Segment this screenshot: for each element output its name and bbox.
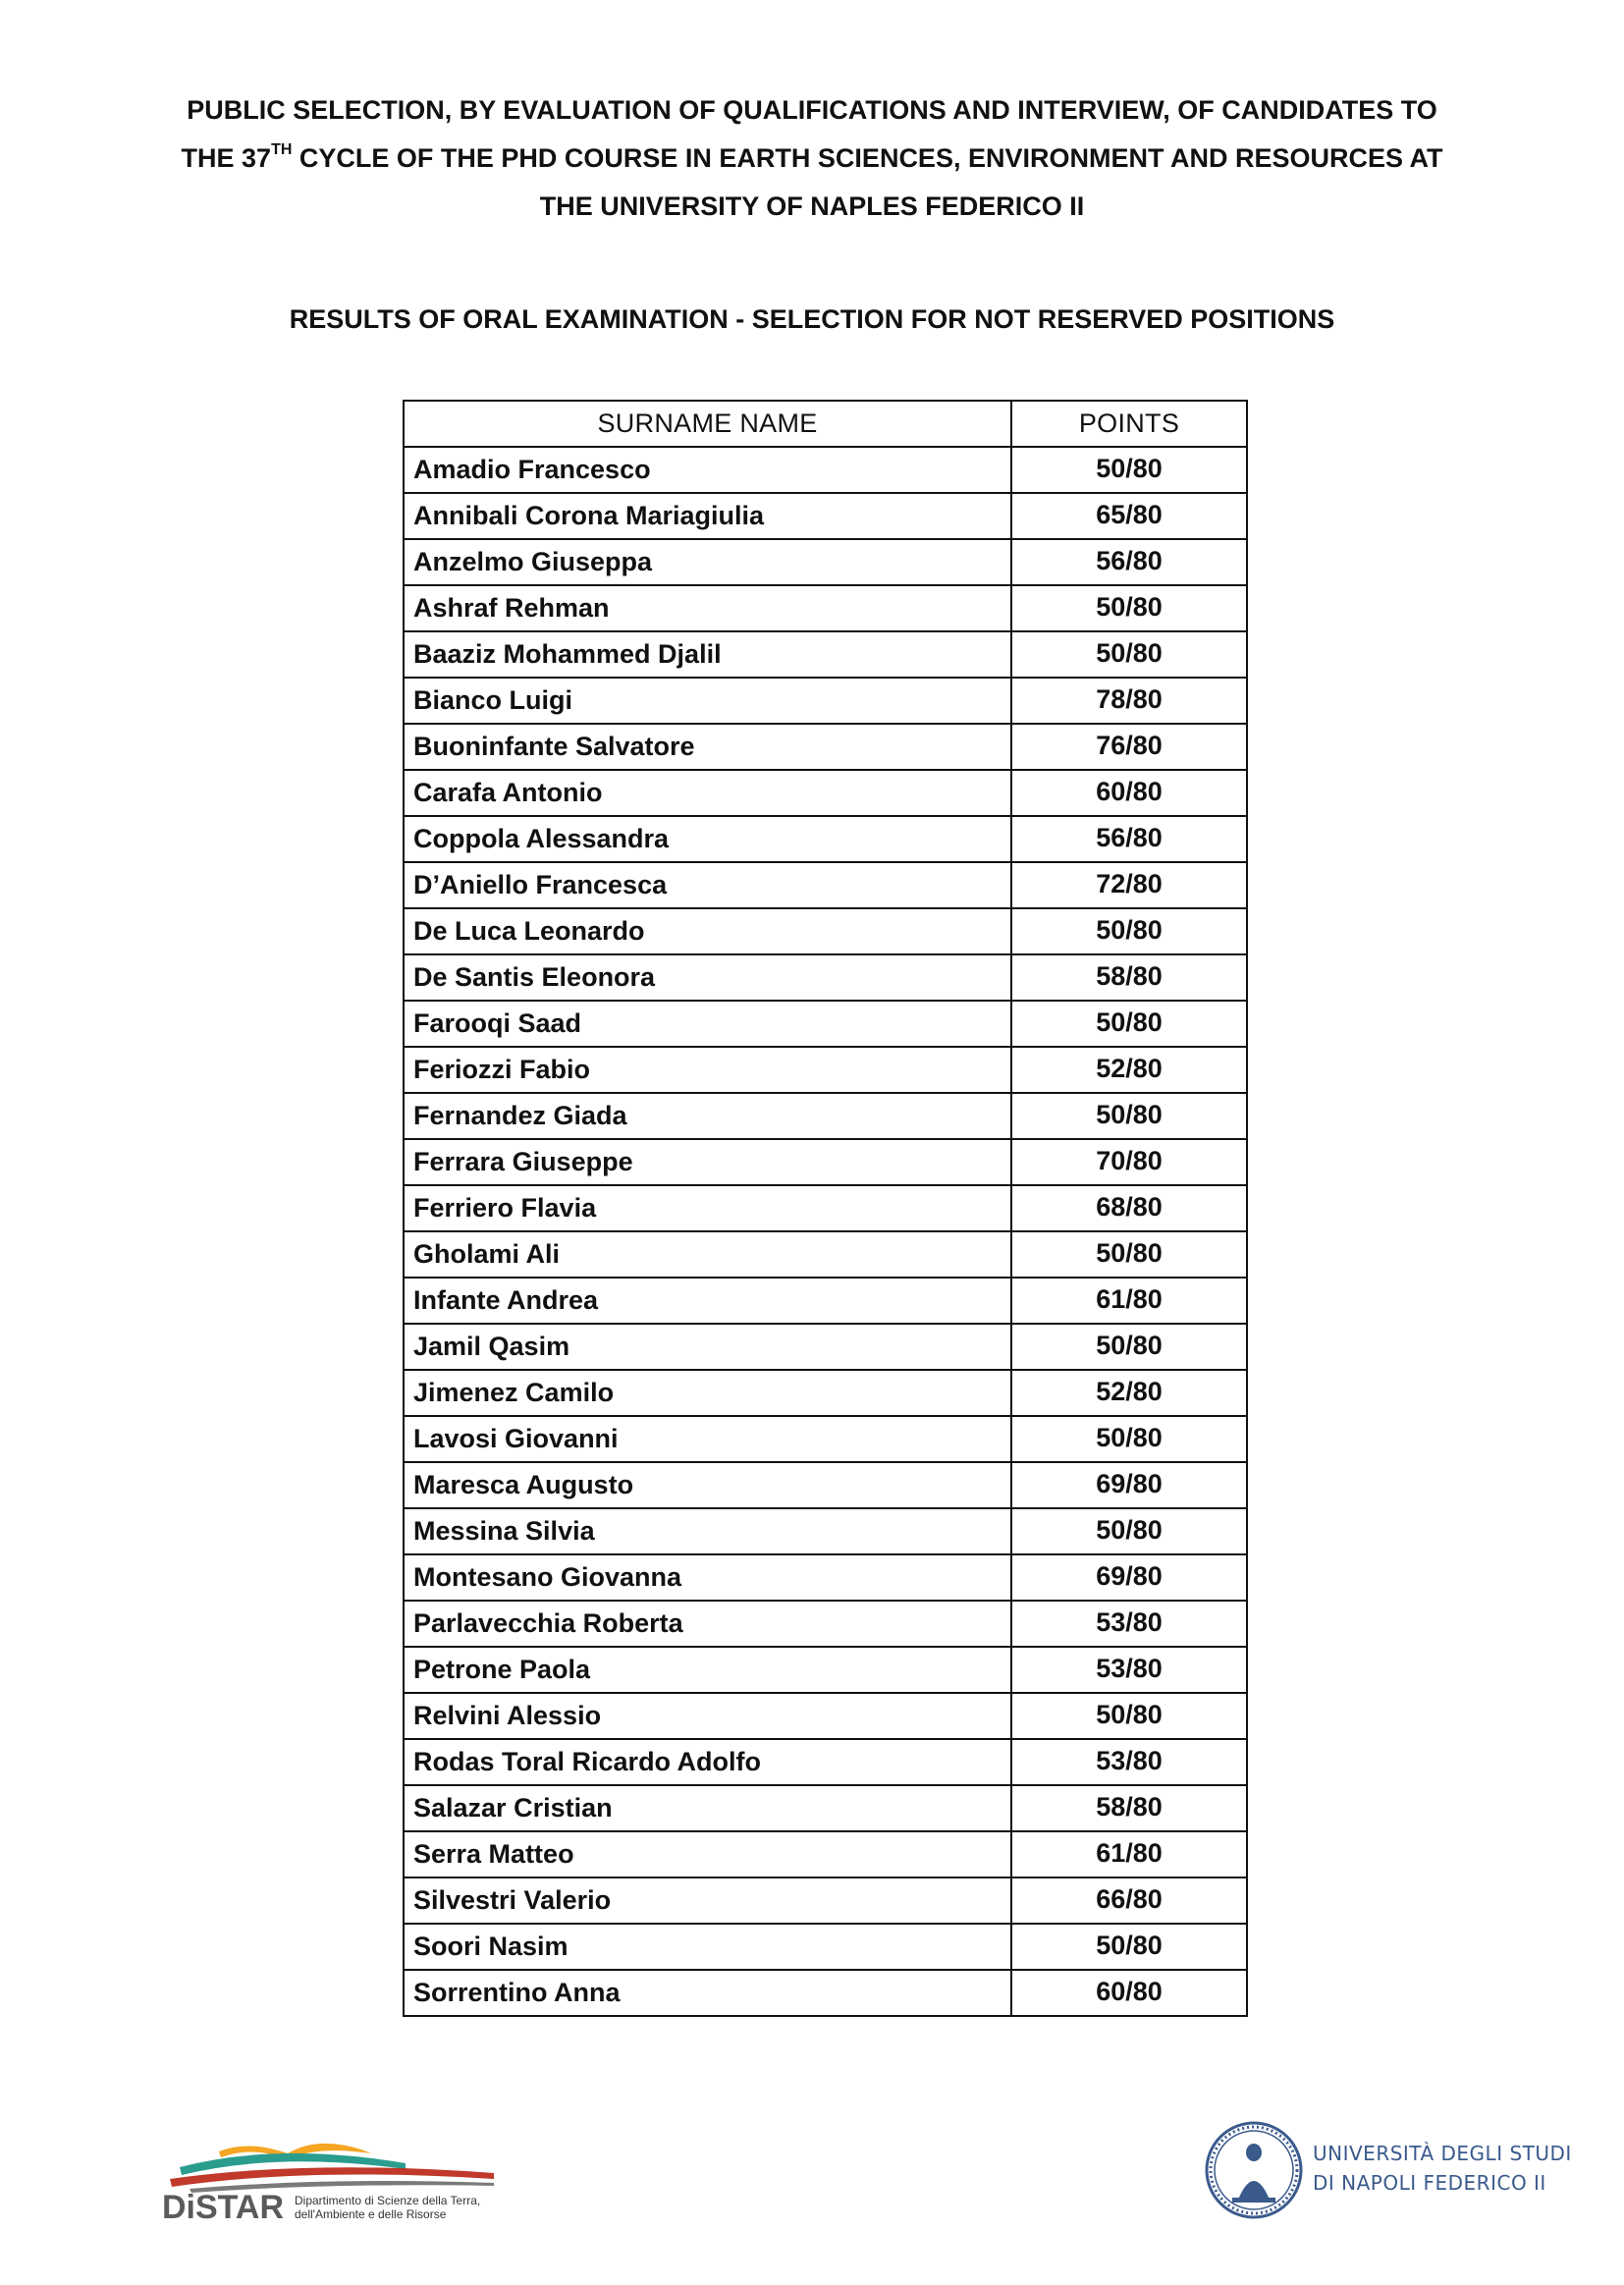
table-row <box>404 1785 1247 1831</box>
candidate-name: Soori Nasim <box>404 1924 1011 1970</box>
table-row <box>404 1739 1247 1785</box>
candidate-points: 61/80 <box>1011 1278 1247 1324</box>
table-row <box>404 1231 1247 1278</box>
candidate-name: Ashraf Rehman <box>404 585 1011 631</box>
candidate-points: 52/80 <box>1011 1370 1247 1416</box>
candidate-name: Buoninfante Salvatore <box>404 724 1011 770</box>
candidate-name: Amadio Francesco <box>404 447 1011 493</box>
candidate-points: 60/80 <box>1011 770 1247 816</box>
column-header-points: POINTS <box>1011 401 1247 447</box>
distar-logo <box>160 2124 514 2222</box>
table-row <box>404 1693 1247 1739</box>
table-row <box>404 1508 1247 1554</box>
university-seal-icon <box>1203 2119 1305 2221</box>
candidate-points: 65/80 <box>1011 493 1247 539</box>
candidate-points: 50/80 <box>1011 1093 1247 1139</box>
table-row <box>404 908 1247 954</box>
table-row <box>404 1416 1247 1462</box>
distar-wordmark: DiSTAR <box>162 2189 285 2222</box>
candidate-points: 70/80 <box>1011 1139 1247 1185</box>
distar-logo-graphic <box>160 2124 514 2222</box>
candidate-name: Farooqi Saad <box>404 1001 1011 1047</box>
candidate-name: Montesano Giovanna <box>404 1554 1011 1601</box>
candidate-points: 50/80 <box>1011 1508 1247 1554</box>
candidate-name: Relvini Alessio <box>404 1693 1011 1739</box>
table-row <box>404 1001 1247 1047</box>
university-name-line-1: UNIVERSITÀ DEGLI STUDI <box>1313 2142 1572 2165</box>
candidate-name: Infante Andrea <box>404 1278 1011 1324</box>
candidate-points: 50/80 <box>1011 1416 1247 1462</box>
candidate-points: 66/80 <box>1011 1877 1247 1924</box>
candidate-name: Silvestri Valerio <box>404 1877 1011 1924</box>
candidate-name: Gholami Ali <box>404 1231 1011 1278</box>
candidate-name: De Santis Eleonora <box>404 954 1011 1001</box>
table-row <box>404 493 1247 539</box>
candidate-name: Maresca Augusto <box>404 1462 1011 1508</box>
document-title <box>118 86 1506 231</box>
candidate-points: 53/80 <box>1011 1739 1247 1785</box>
candidate-name: Fernandez Giada <box>404 1093 1011 1139</box>
candidate-points: 69/80 <box>1011 1462 1247 1508</box>
results-table-body <box>404 447 1247 2016</box>
table-row <box>404 724 1247 770</box>
candidate-name: Annibali Corona Mariagiulia <box>404 493 1011 539</box>
candidate-name: Petrone Paola <box>404 1647 1011 1693</box>
table-row <box>404 1185 1247 1231</box>
candidate-name: Serra Matteo <box>404 1831 1011 1877</box>
title-line-3: THE UNIVERSITY OF NAPLES FEDERICO II <box>539 191 1085 221</box>
university-name-line-2: DI NAPOLI FEDERICO II <box>1313 2171 1546 2195</box>
candidate-points: 50/80 <box>1011 1693 1247 1739</box>
table-row <box>404 585 1247 631</box>
candidate-name: Bianco Luigi <box>404 678 1011 724</box>
table-row <box>404 1370 1247 1416</box>
table-row <box>404 631 1247 678</box>
title-line-1: PUBLIC SELECTION, BY EVALUATION OF QUALIFICATIONS AND INTERVIEW, OF CANDIDATES TO <box>187 95 1437 125</box>
title-line-2 <box>118 135 1506 183</box>
candidate-points: 50/80 <box>1011 908 1247 954</box>
table-row <box>404 1278 1247 1324</box>
results-table <box>403 400 1248 2017</box>
table-row <box>404 1970 1247 2016</box>
candidate-points: 76/80 <box>1011 724 1247 770</box>
table-row <box>404 1139 1247 1185</box>
candidate-name: De Luca Leonardo <box>404 908 1011 954</box>
table-row <box>404 1462 1247 1508</box>
candidate-points: 72/80 <box>1011 862 1247 908</box>
table-row <box>404 862 1247 908</box>
table-row <box>404 1831 1247 1877</box>
candidate-points: 58/80 <box>1011 1785 1247 1831</box>
table-row <box>404 954 1247 1001</box>
candidate-name: Carafa Antonio <box>404 770 1011 816</box>
document-subtitle: RESULTS OF ORAL EXAMINATION - SELECTION FOR NOT RESERVED POSITIONS <box>289 304 1335 334</box>
candidate-name: Jamil Qasim <box>404 1324 1011 1370</box>
candidate-name: Lavosi Giovanni <box>404 1416 1011 1462</box>
title-line-2-sup: TH <box>271 141 293 158</box>
table-row <box>404 770 1247 816</box>
table-row <box>404 1877 1247 1924</box>
candidate-points: 50/80 <box>1011 1231 1247 1278</box>
candidate-points: 61/80 <box>1011 1831 1247 1877</box>
candidate-name: Ferriero Flavia <box>404 1185 1011 1231</box>
candidate-points: 78/80 <box>1011 678 1247 724</box>
table-row <box>404 678 1247 724</box>
candidate-points: 50/80 <box>1011 1924 1247 1970</box>
candidate-points: 52/80 <box>1011 1047 1247 1093</box>
candidate-name: Anzelmo Giuseppa <box>404 539 1011 585</box>
candidate-name: Messina Silvia <box>404 1508 1011 1554</box>
candidate-points: 56/80 <box>1011 816 1247 862</box>
candidate-points: 68/80 <box>1011 1185 1247 1231</box>
table-row <box>404 816 1247 862</box>
candidate-points: 50/80 <box>1011 1001 1247 1047</box>
university-name <box>1313 2139 1572 2198</box>
candidate-name: Baaziz Mohammed Djalil <box>404 631 1011 678</box>
title-line-2-post: CYCLE OF THE PHD COURSE IN EARTH SCIENCES, ENVIRONMENT AND RESOURCES AT <box>292 143 1443 173</box>
candidate-name: Rodas Toral Ricardo Adolfo <box>404 1739 1011 1785</box>
table-row <box>404 1601 1247 1647</box>
distar-subtitle-2: dell'Ambiente e delle Risorse <box>295 2207 447 2221</box>
candidate-name: D’Aniello Francesca <box>404 862 1011 908</box>
candidate-name: Coppola Alessandra <box>404 816 1011 862</box>
candidate-points: 56/80 <box>1011 539 1247 585</box>
candidate-points: 50/80 <box>1011 631 1247 678</box>
table-row <box>404 1047 1247 1093</box>
table-row <box>404 1647 1247 1693</box>
table-row <box>404 1324 1247 1370</box>
candidate-name: Sorrentino Anna <box>404 1970 1011 2016</box>
table-row <box>404 1093 1247 1139</box>
candidate-name: Feriozzi Fabio <box>404 1047 1011 1093</box>
university-logo <box>1203 2119 1572 2227</box>
candidate-name: Parlavecchia Roberta <box>404 1601 1011 1647</box>
distar-subtitle-1: Dipartimento di Scienze della Terra, <box>295 2194 481 2207</box>
table-row <box>404 1554 1247 1601</box>
table-row <box>404 447 1247 493</box>
table-row <box>404 539 1247 585</box>
candidate-points: 60/80 <box>1011 1970 1247 2016</box>
candidate-points: 69/80 <box>1011 1554 1247 1601</box>
table-header-row <box>404 401 1247 447</box>
table-row <box>404 1924 1247 1970</box>
candidate-name: Jimenez Camilo <box>404 1370 1011 1416</box>
candidate-points: 50/80 <box>1011 447 1247 493</box>
candidate-name: Ferrara Giuseppe <box>404 1139 1011 1185</box>
candidate-points: 50/80 <box>1011 1324 1247 1370</box>
candidate-points: 50/80 <box>1011 585 1247 631</box>
candidate-points: 53/80 <box>1011 1601 1247 1647</box>
candidate-points: 53/80 <box>1011 1647 1247 1693</box>
title-line-2-pre: THE 37 <box>181 143 272 173</box>
candidate-points: 58/80 <box>1011 954 1247 1001</box>
column-header-name: SURNAME NAME <box>404 401 1011 447</box>
candidate-name: Salazar Cristian <box>404 1785 1011 1831</box>
